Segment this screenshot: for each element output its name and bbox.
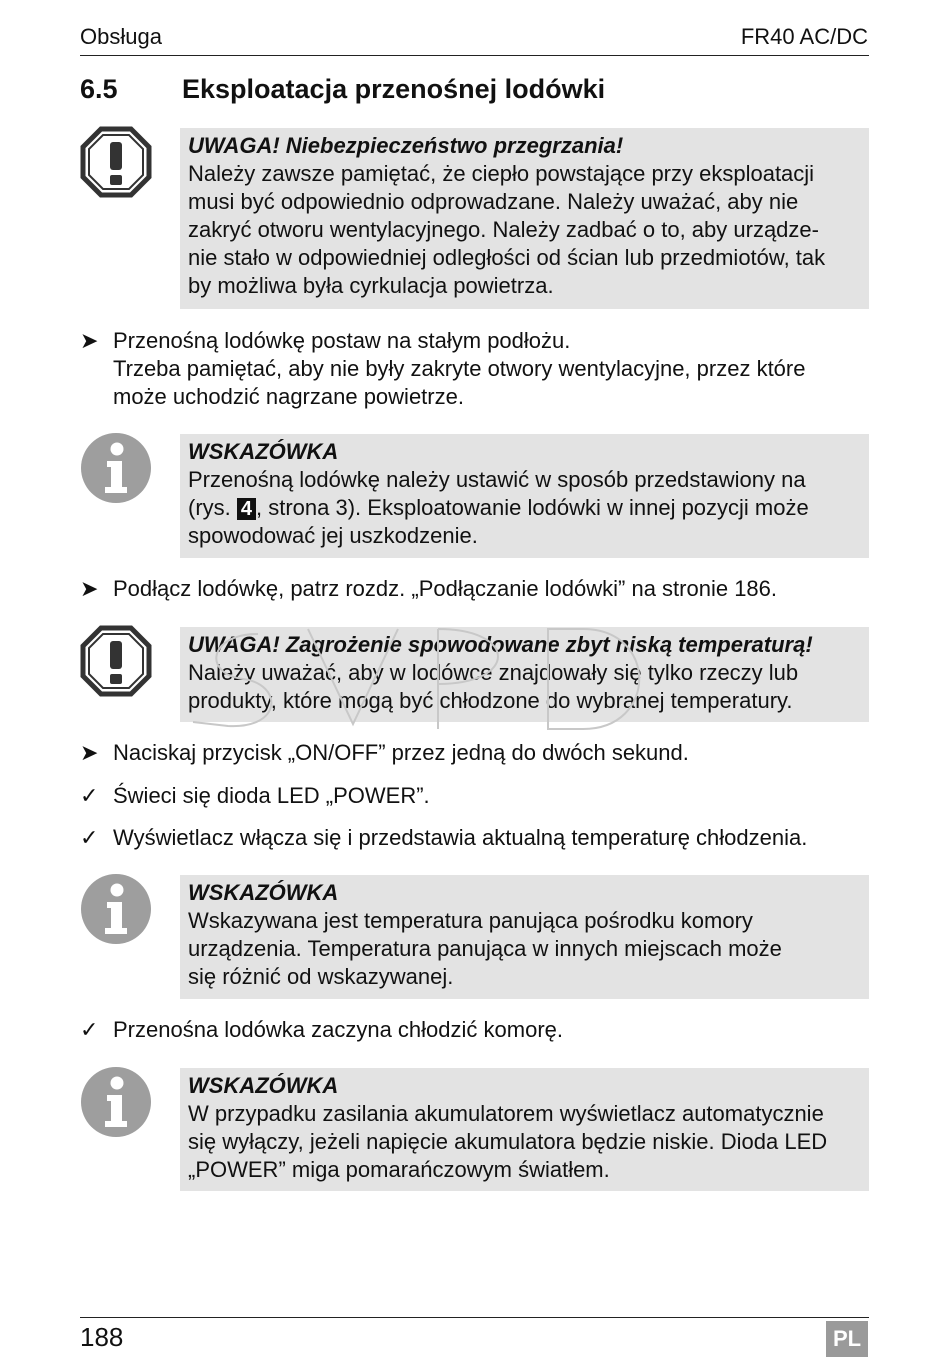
step-line: może uchodzić nagrzane powietrze. [113, 384, 464, 409]
section-title: Eksploatacja przenośnej lodówki [182, 74, 606, 104]
note-line: Przenośną lodówkę należy ustawić w sposób przedstawiony na [188, 467, 806, 492]
language-badge: PL [826, 1321, 868, 1357]
arrow-bullet-icon: ➤ [80, 328, 99, 353]
warning-line: Należy uważać, aby w lodówce znajdowały się tylko rzeczy lub [188, 660, 799, 685]
figure-reference-badge: 4 [237, 498, 256, 520]
note-line: Wskazywana jest temperatura panująca pośrodku komory [188, 908, 753, 933]
footer-divider [80, 1317, 869, 1318]
step-line: Przenośną lodówkę postaw na stałym podłożu. [113, 328, 571, 353]
note-text: (rys. [188, 495, 237, 520]
arrow-bullet-icon: ➤ [80, 576, 99, 601]
result-line: Wyświetlacz włącza się i przedstawia aktualną temperaturę chłodzenia. [113, 825, 808, 850]
page-number: 188 [80, 1322, 124, 1352]
note-box-battery [180, 1068, 869, 1191]
warning-box-overheating [180, 128, 869, 309]
header-model: FR40 AC/DC [740, 24, 868, 49]
note-text: , strona 3). Eksploatowanie lodówki w innej pozycji może [256, 495, 809, 520]
warning-line: zakryć otworu wentylacyjnego. Należy zadbać o to, aby urządze- [188, 217, 819, 242]
result-line: Przenośna lodówka zaczyna chłodzić komorę. [113, 1017, 564, 1042]
note-line: się wyłączy, jeżeli napięcie akumulatora będzie niskie. Dioda LED [188, 1129, 828, 1154]
warning-line: musi być odpowiednio odprowadzane. Należy uważać, aby nie [188, 189, 799, 214]
warning-octagon-icon [80, 126, 152, 198]
note-line: spowodować jej uszkodzenie. [188, 523, 478, 548]
note-title: WSKAZÓWKA [188, 439, 339, 464]
note-title: WSKAZÓWKA [188, 880, 339, 905]
note-box-placement [180, 434, 869, 558]
step-line: Podłącz lodówkę, patrz rozdz. „Podłączanie lodówki” na stronie 186. [113, 576, 778, 601]
warning-box-low-temperature [180, 627, 869, 722]
info-icon [80, 1066, 152, 1138]
note-line: „POWER” miga pomarańczowym światłem. [188, 1157, 610, 1182]
info-icon [80, 432, 152, 504]
warning-title: UWAGA! Niebezpieczeństwo przegrzania! [188, 133, 624, 158]
checkmark-icon: ✓ [80, 1017, 99, 1042]
result-line: Świeci się dioda LED „POWER”. [113, 783, 430, 808]
note-line: urządzenia. Temperatura panująca w innych miejscach może [188, 936, 782, 961]
warning-octagon-icon [80, 625, 152, 697]
warning-line: by możliwa była cyrkulacja powietrza. [188, 273, 554, 298]
warning-line: nie stało w odpowiedniej odległości od ścian lub przedmiotów, tak [188, 245, 826, 270]
checkmark-icon: ✓ [80, 825, 99, 850]
note-box-temperature-display [180, 875, 869, 999]
step-line: Trzeba pamiętać, aby nie były zakryte otwory wentylacyjne, przez które [113, 356, 806, 381]
note-line: W przypadku zasilania akumulatorem wyświetlacz automatycznie [188, 1101, 824, 1126]
note-line [188, 494, 861, 522]
info-icon [80, 873, 152, 945]
header-chapter: Obsługa [80, 24, 162, 49]
section-number: 6.5 [80, 74, 118, 104]
step-line: Naciskaj przycisk „ON/OFF” przez jedną do dwóch sekund. [113, 740, 689, 765]
warning-title: UWAGA! Zagrożenie spowodowane zbyt niską temperaturą! [188, 632, 813, 657]
checkmark-icon: ✓ [80, 783, 99, 808]
header-divider [80, 55, 869, 56]
warning-line: produkty, które mogą być chłodzone do wybranej temperatury. [188, 688, 793, 713]
note-title: WSKAZÓWKA [188, 1073, 339, 1098]
warning-line: Należy zawsze pamiętać, że ciepło powstające przy eksploatacji [188, 161, 815, 186]
arrow-bullet-icon: ➤ [80, 740, 99, 765]
note-line: się różnić od wskazywanej. [188, 964, 454, 989]
